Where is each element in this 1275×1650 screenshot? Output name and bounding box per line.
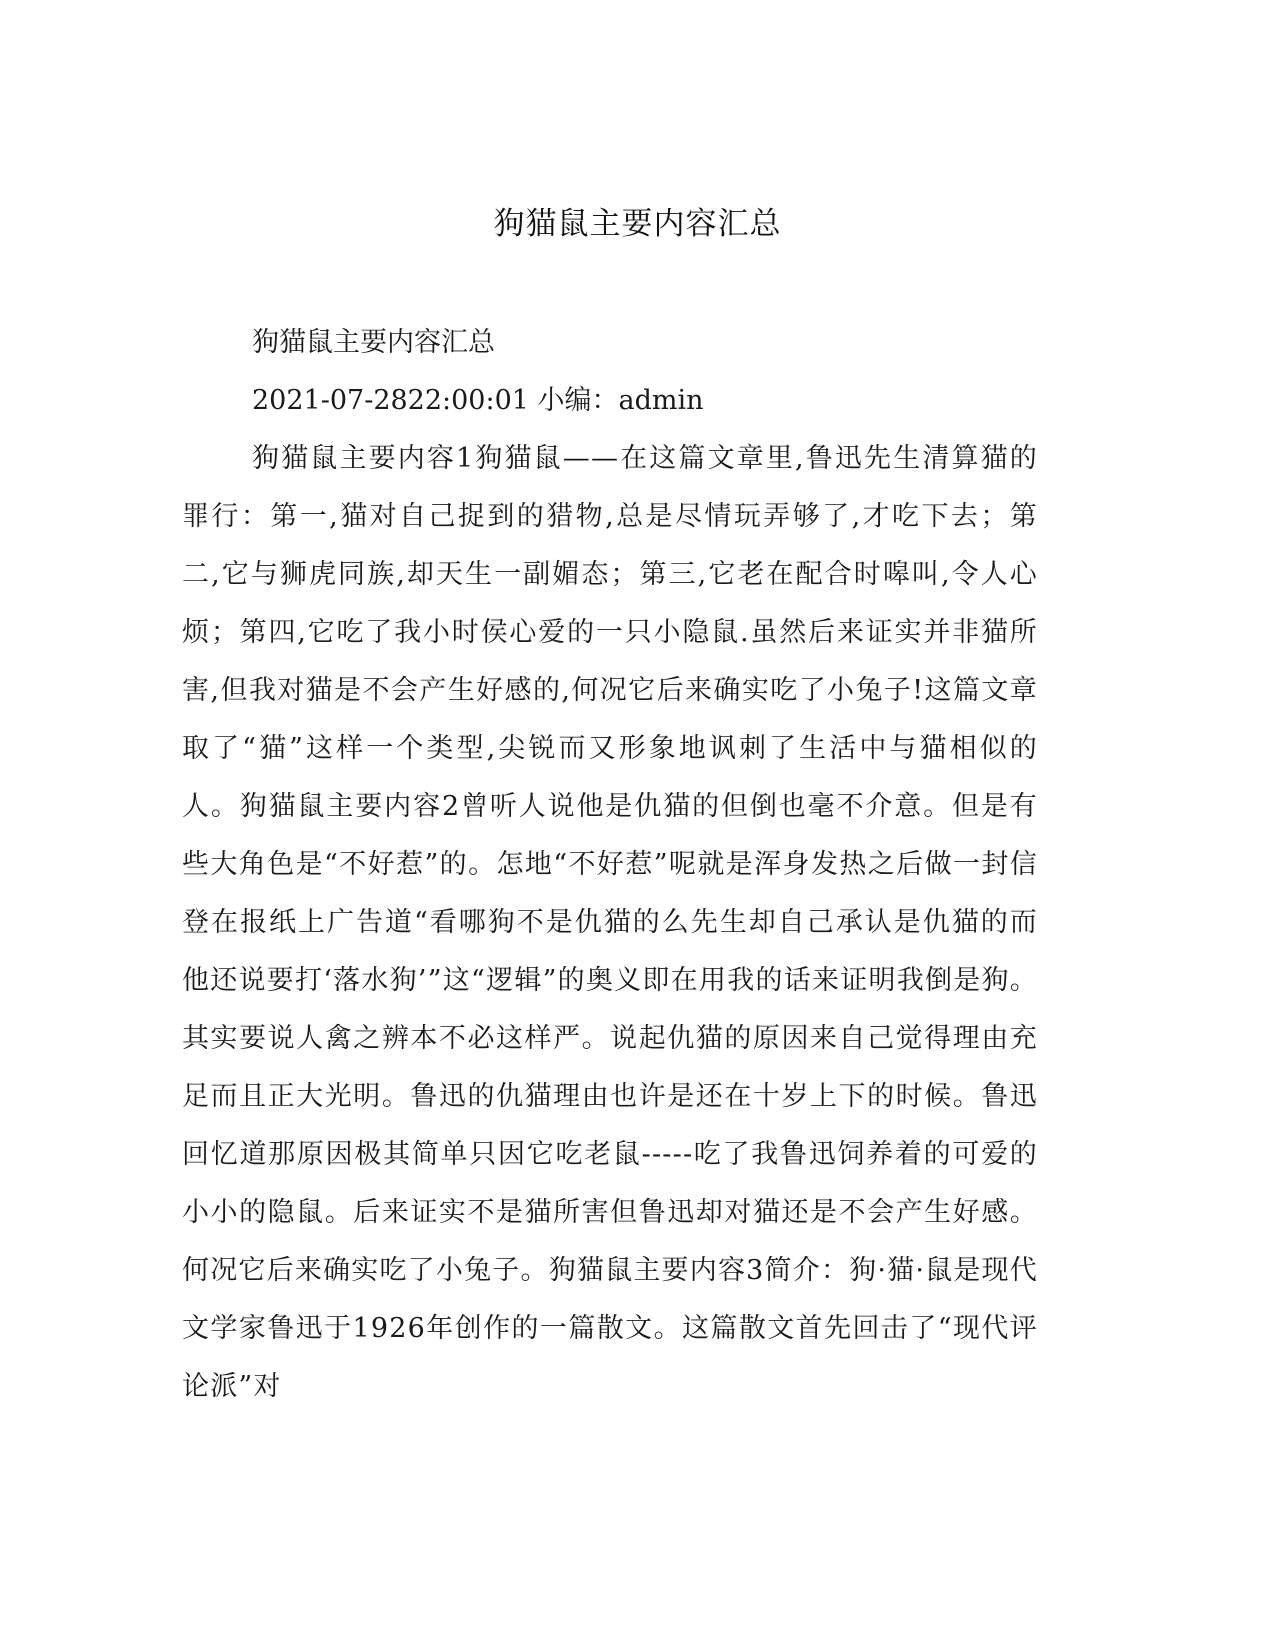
document-title: 狗猫鼠主要内容汇总 [493, 206, 782, 242]
subtitle: 狗猫鼠主要内容汇总 [252, 327, 495, 358]
document-body [182, 314, 1038, 1416]
body-paragraph: 狗猫鼠主要内容1狗猫鼠——在这篇文章里,鲁迅先生清算猫的罪行：第一,猫对自己捉到的猎物,总是尽情玩弄够了,才吃下去；第二,它与狮虎同族,却天生一副媚态；第三,它老在配合时嗥叫,令人心烦；第四,它吃了我小时侯心爱的一只小隐鼠.虽然后来证实并非猫所害,但我对猫是不会产生好感的,何况它后来确实吃了小兔子!这篇文章取了“猫”这样一个类型,尖锐而又形象地讽刺了生活中与猫相似的人。狗猫鼠主要内容2曾听人说他是仇猫的但倒也毫不介意。但是有些大角色是“不好惹”的。怎地“不好惹”呢就是浑身发热之后做一封信登在报纸上广告道“看哪狗不是仇猫的么先生却自己承认是仇猫的而他还说要打‘落水狗’”这“逻辑”的奥义即在用我的话来证明我倒是狗。其实要说人禽之辨本不必这样严。说起仇猫的原因来自己觉得理由充足而且正大光明。鲁迅的仇猫理由也许是还在十岁上下的时候。鲁迅回忆道那原因极其简单只因它吃老鼠-----吃了我鲁迅饲养着的可爱的小小的隐鼠。后来证实不是猫所害但鲁迅却对猫还是不会产生好感。何况它后来确实吃了小兔子。狗猫鼠主要内容3简介：狗·猫·鼠是现代文学家鲁迅于1926年创作的一篇散文。这篇散文首先回击了“现代评论派”对 [182, 443, 1038, 1402]
meta-line: 2021-07-2822:00:01 小编：admin [252, 385, 704, 416]
